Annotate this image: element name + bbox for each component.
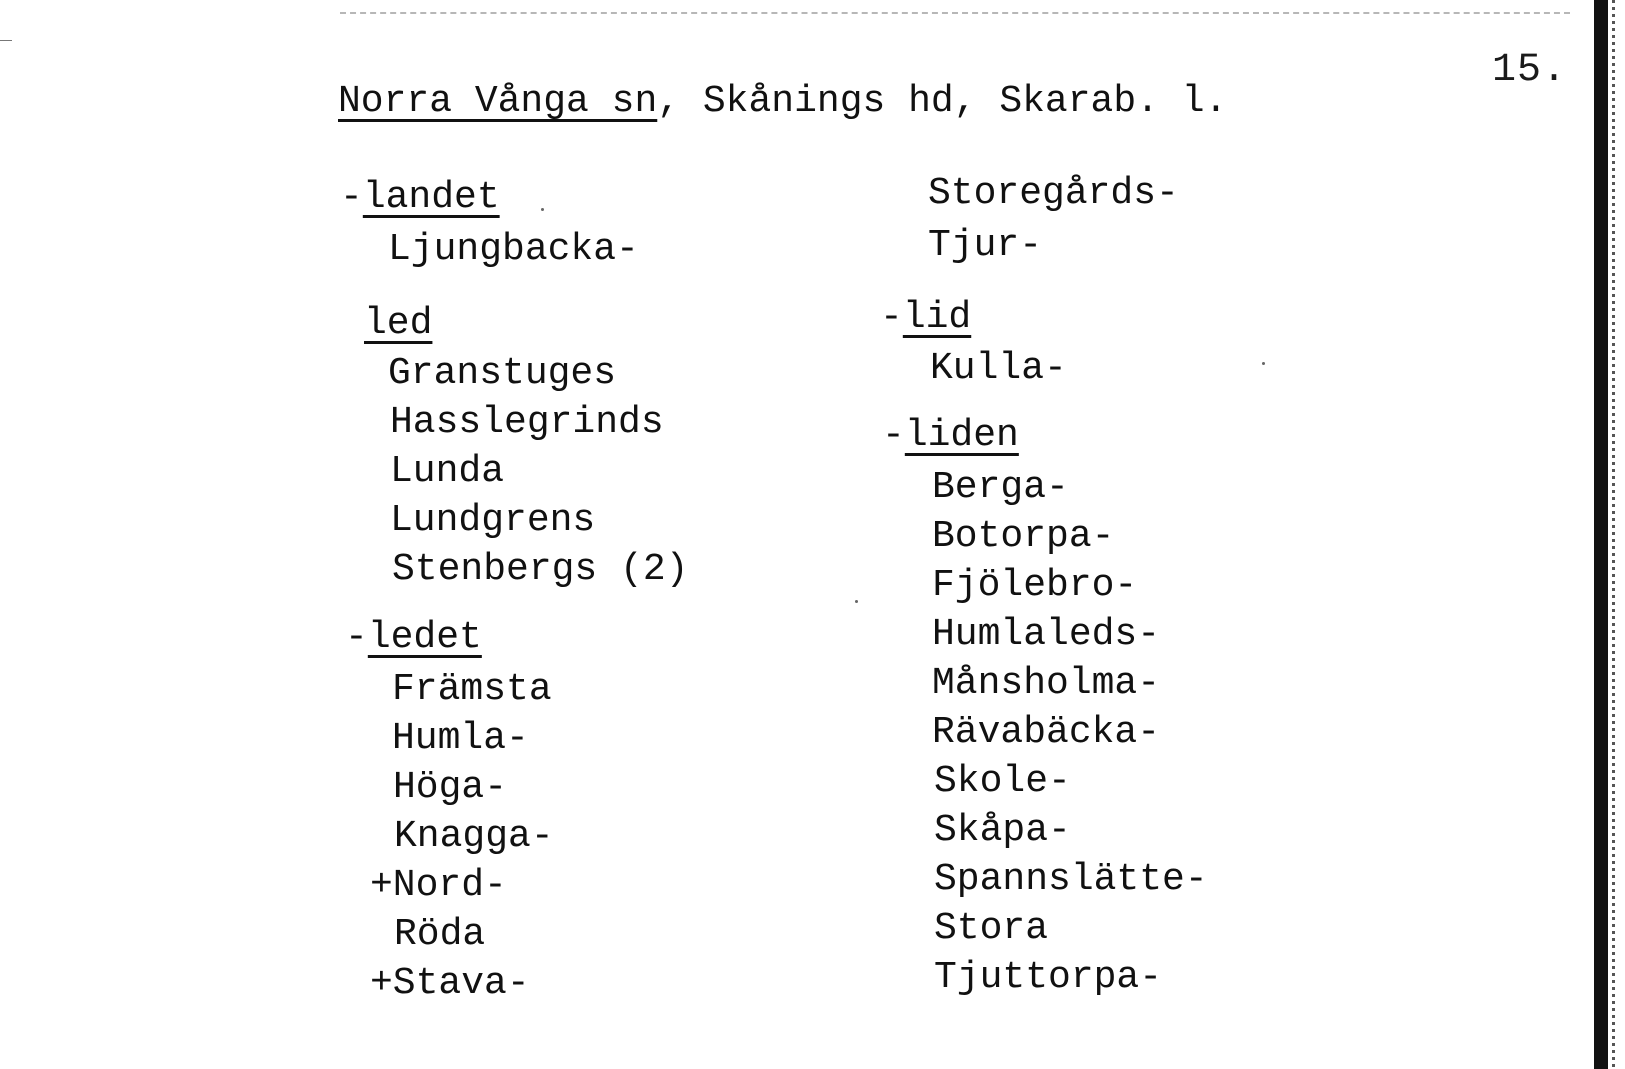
scan-edge-stripe [1612, 0, 1615, 1069]
list-item: Skåpa- [934, 809, 1071, 852]
group-heading-liden [882, 414, 1019, 457]
group-word: ledet [367, 616, 482, 659]
list-item: Lundgrens [390, 499, 596, 542]
list-item: Främsta [392, 668, 552, 711]
list-item: Spannslätte- [934, 858, 1208, 901]
scan-speck [855, 600, 858, 603]
list-item: Botorpa- [932, 515, 1115, 558]
list-item: Tjuttorpa- [934, 956, 1163, 999]
list-item: Granstuges [388, 352, 617, 395]
group-heading-lid [880, 296, 971, 339]
list-item: Knagga- [394, 815, 554, 858]
list-item: Stenbergs (2) [392, 548, 689, 591]
scan-top-rule [340, 12, 1570, 14]
scan-speck [1262, 362, 1265, 365]
page-number: 15. [1492, 48, 1568, 93]
list-item: Skole- [934, 760, 1071, 803]
list-item: Höga- [393, 766, 508, 809]
scan-speck [541, 208, 544, 211]
group-heading-ledet [345, 616, 482, 659]
list-item: Fjölebro- [932, 564, 1138, 607]
list-item: Humlaleds- [932, 613, 1161, 656]
list-item: Kulla- [930, 347, 1067, 390]
list-item: Ljungbacka- [388, 228, 639, 271]
group-word: led [364, 302, 433, 345]
group-word: landet [362, 176, 500, 219]
list-item: Rävabäcka- [932, 711, 1161, 754]
list-item: Storegårds- [928, 172, 1179, 215]
list-item: +Stava- [370, 962, 530, 1005]
list-item: Stora [934, 907, 1049, 950]
page-heading [338, 80, 1227, 123]
group-prefix: - [345, 616, 368, 659]
group-word: lid [902, 296, 972, 339]
list-item: Berga- [932, 466, 1069, 509]
list-item: Humla- [392, 717, 529, 760]
list-item: Månsholma- [932, 662, 1161, 705]
list-item: Röda [394, 913, 486, 956]
list-item: +Nord- [370, 864, 507, 907]
heading-location: , Skånings hd, Skarab. l. [657, 80, 1228, 123]
list-item: Lunda [390, 450, 505, 493]
parish-name: Norra Vånga sn [338, 80, 658, 123]
scan-left-tick [0, 40, 12, 41]
list-item: Hasslegrinds [390, 401, 664, 444]
group-heading-landet [340, 176, 500, 219]
scan-edge-bar [1594, 0, 1608, 1069]
group-prefix: - [340, 176, 363, 219]
list-item: Tjur- [928, 224, 1043, 267]
group-heading-led [364, 302, 432, 345]
group-prefix: - [880, 296, 903, 339]
group-prefix: - [882, 414, 905, 457]
group-word: liden [904, 414, 1019, 457]
